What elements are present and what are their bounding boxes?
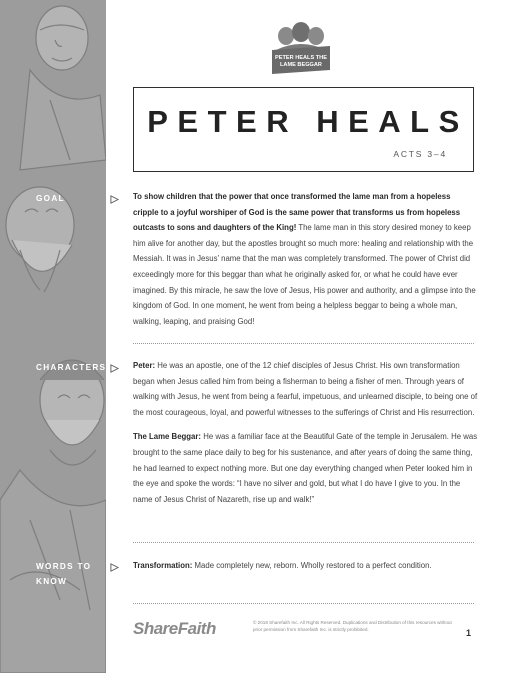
goal-bold-text: To show children that the power that once transformed the lame man from a hopeless cripple to a joyful worshiper of God is the same power that transforms us from hopeless outcasts to sons and daughters of the King! xyxy=(133,192,461,233)
divider xyxy=(133,343,474,344)
title-box xyxy=(133,87,474,172)
characters-section xyxy=(133,358,478,507)
divider xyxy=(133,542,474,543)
words-label-line1: WORDS TO xyxy=(36,562,92,571)
sharefaith-logo: ShareFaith xyxy=(133,619,216,638)
lesson-badge xyxy=(268,20,334,78)
beggar-text: He was a familiar face at the Beautiful Gate of the temple in Jerusalem. He was brought to the same place daily to beg for his sustenance, and after years of doing the same thing, he had learned to expect nothing more. But one day everything changed when Peter looked him in the eye and spoke the words: “I have no silver and gold, but what I do have I give to you. In the name of Jesus Christ of Nazareth, rise up and walk!” xyxy=(133,432,478,504)
definition-paragraph xyxy=(133,558,478,574)
characters-label: CHARACTERS xyxy=(36,363,107,372)
peter-paragraph xyxy=(133,358,478,420)
goal-section xyxy=(133,189,478,329)
peter-text: He was an apostle, one of the 12 chief disciples of Jesus Christ. His own transformation began when Jesus called him from being a fisherman to being a fisher of men. Through years of walking with Jesus, he went from being a fearful, impetuous, and unlearned disciple, to being one of the most courageous, loyal, and powerful witnesses to the sufferings of Christ and His resurrection. xyxy=(133,361,478,417)
words-section xyxy=(133,558,478,574)
characters-pointer-icon xyxy=(110,364,119,373)
badge-text-line1: PETER HEALS THE xyxy=(275,55,327,61)
beggar-name: The Lame Beggar: xyxy=(133,432,202,442)
peter-name: Peter: xyxy=(133,361,156,370)
copyright-notice: © 2018 Sharefaith Inc. All Rights Reserved. Duplications and Distribution of this resources without prior permission from Sharefaith Inc. is strictly prohibited. xyxy=(253,620,452,633)
definition-term: Transformation: xyxy=(133,561,193,570)
definition-text: Made completely new, reborn. Wholly restored to a perfect condition. xyxy=(192,561,432,570)
beggar-paragraph xyxy=(133,429,478,507)
page-title: PETER HEALS xyxy=(147,104,469,139)
page-number: 1 xyxy=(466,628,472,638)
goal-label: GOAL xyxy=(36,194,65,203)
badge-text-line2: LAME BEGGAR xyxy=(280,62,322,68)
scripture-reference: ACTS 3–4 xyxy=(393,149,447,159)
goal-text: The lame man in this story desired money to keep him alive for another day, but the apostles brought so much more: healing and relationship with the Messiah. It was in Jesus’ name that the man was completely transformed. The power of Christ did exceedingly more for this beggar than what he originally asked for, or what he could have ever imagined. By this miracle, he saw the love of Jesus, His power and authority, and a glimpse into the kingdom of God. In one moment, he went from being a helpless beggar to being a whole man, walking, leaping, and praising God! xyxy=(133,223,476,326)
goal-pointer-icon xyxy=(110,195,119,204)
goal-paragraph xyxy=(133,189,478,329)
divider xyxy=(133,603,474,604)
words-to-know-label xyxy=(36,559,91,589)
words-label-line2: KNOW xyxy=(36,577,68,586)
words-pointer-icon xyxy=(110,563,119,572)
